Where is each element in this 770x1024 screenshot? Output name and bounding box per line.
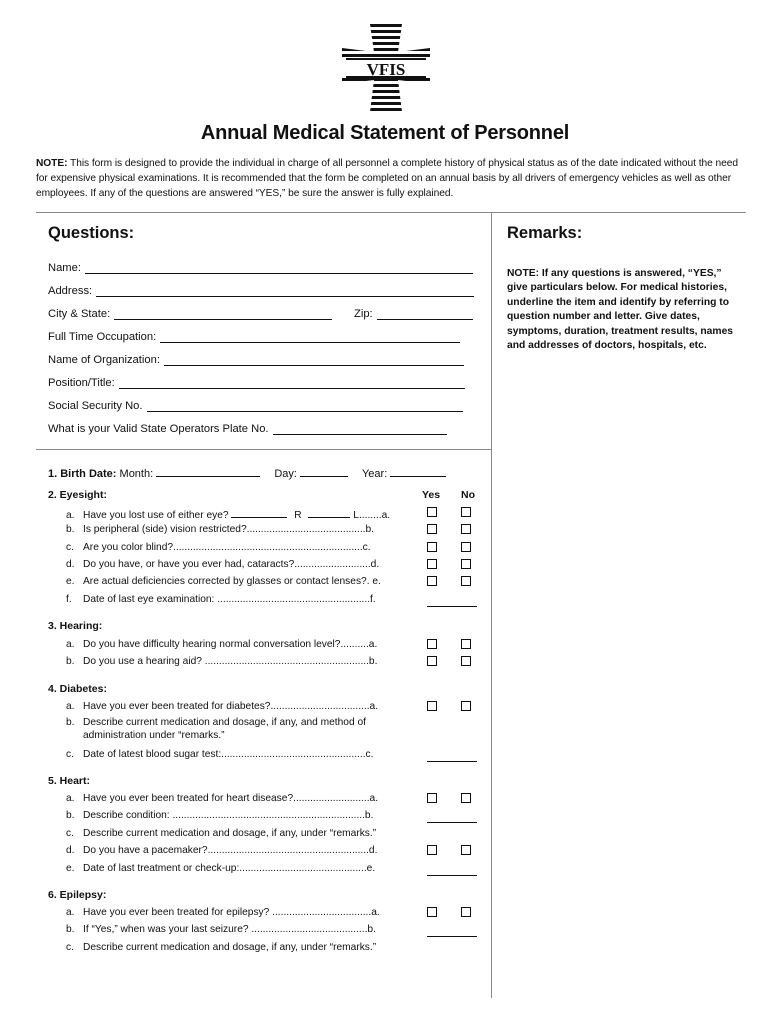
page-title: Annual Medical Statement of Personnel: [200, 122, 570, 144]
heart-a: [66, 793, 416, 804]
eyesight-r-label: R: [294, 510, 302, 521]
item-letter: a.: [66, 510, 75, 521]
city-state-label: City & State:: [48, 308, 111, 320]
name-field[interactable]: [48, 258, 473, 274]
eyesight-f: [66, 594, 416, 605]
epilepsy-c-text: Describe current medication and dosage, if any, under “remarks.”: [83, 942, 377, 953]
item-letter: c.: [66, 942, 74, 953]
heart-d: [66, 845, 416, 856]
heart-a-text: Have you ever been treated for heart disease?...........................a.: [83, 793, 379, 804]
occupation-label: Full Time Occupation:: [48, 331, 157, 343]
section-divider: [36, 449, 491, 450]
eyesight-e: [66, 576, 416, 587]
item-letter: d.: [66, 845, 75, 856]
epilepsy-title: 6. Epilepsy:: [48, 889, 107, 901]
eyesight-d-no-checkbox[interactable]: [461, 559, 471, 569]
heart-e: [66, 863, 416, 874]
eyesight-f-input[interactable]: [427, 606, 477, 607]
item-letter: b.: [66, 656, 75, 667]
vfis-logo: [340, 22, 432, 114]
item-letter: a.: [66, 907, 75, 918]
column-divider: [491, 212, 492, 998]
eyesight-a: [66, 507, 416, 521]
address-label: Address:: [48, 285, 93, 297]
epilepsy-a: [66, 907, 416, 918]
name-input[interactable]: [85, 261, 473, 274]
heart-b-input[interactable]: [427, 822, 477, 823]
birth-day-input[interactable]: [300, 466, 348, 477]
diabetes-c-text: Date of latest blood sugar test:...................................................c.: [83, 749, 374, 760]
heart-e-text: Date of last treatment or check-up:.............................................e.: [83, 863, 376, 874]
hearing-b-no-checkbox[interactable]: [461, 656, 471, 666]
heart-a-yes-checkbox[interactable]: [427, 793, 437, 803]
epilepsy-a-yes-checkbox[interactable]: [427, 907, 437, 917]
eyesight-e-no-checkbox[interactable]: [461, 576, 471, 586]
heart-d-no-checkbox[interactable]: [461, 845, 471, 855]
plate-field[interactable]: [48, 419, 447, 435]
intro-note: [36, 156, 746, 201]
item-letter: e.: [66, 863, 75, 874]
no-header: No: [461, 489, 475, 501]
zip-label: Zip:: [354, 308, 373, 320]
item-letter: b.: [66, 717, 75, 728]
item-letter: c.: [66, 749, 74, 760]
heart-c-text: Describe current medication and dosage, if any, under “remarks.”: [83, 828, 377, 839]
hearing-a-no-checkbox[interactable]: [461, 639, 471, 649]
zip-field[interactable]: [354, 304, 473, 320]
yes-header: Yes: [422, 489, 441, 501]
item-letter: b.: [66, 924, 75, 935]
name-label: Name:: [48, 262, 81, 274]
heart-title: 5. Heart:: [48, 775, 91, 787]
birth-month-input[interactable]: [156, 466, 260, 477]
birth-year-input[interactable]: [390, 466, 446, 477]
questions-heading: Questions:: [48, 224, 135, 242]
plate-label: What is your Valid State Operators Plate No.: [48, 423, 269, 435]
organization-input[interactable]: [164, 353, 464, 366]
eyesight-a-yes-checkbox[interactable]: [427, 507, 437, 517]
item-letter: a.: [66, 639, 75, 650]
diabetes-a-text: Have you ever been treated for diabetes?...................................a.: [83, 701, 379, 712]
item-letter: e.: [66, 576, 75, 587]
city-state-input[interactable]: [114, 307, 332, 320]
eyesight-d-text: Do you have, or have you ever had, cataracts?...........................d.: [83, 559, 380, 570]
item-letter: c.: [66, 542, 74, 553]
hearing-a: [66, 639, 416, 650]
epilepsy-b: [66, 924, 416, 935]
epilepsy-a-text: Have you ever been treated for epilepsy? ...................................a.: [83, 907, 380, 918]
eyesight-c-yes-checkbox[interactable]: [427, 542, 437, 552]
heart-d-text: Do you have a pacemaker?.........................................................d.: [83, 845, 378, 856]
diabetes-c: [66, 749, 416, 760]
eyesight-d-yes-checkbox[interactable]: [427, 559, 437, 569]
eyesight-title: 2. Eyesight:: [48, 489, 107, 501]
hearing-a-yes-checkbox[interactable]: [427, 639, 437, 649]
heart-b-text: Describe condition: ....................................................................b.: [83, 810, 374, 821]
item-letter: b.: [66, 810, 75, 821]
position-field[interactable]: [48, 373, 465, 389]
item-letter: a.: [66, 793, 75, 804]
zip-input[interactable]: [377, 307, 473, 320]
diabetes-b: [66, 717, 416, 728]
item-letter: f.: [66, 594, 72, 605]
eyesight-l-label: L........a.: [353, 510, 391, 521]
eyesight-b-no-checkbox[interactable]: [461, 524, 471, 534]
epilepsy-c: [66, 942, 416, 953]
birth-date-label: 1. Birth Date:: [48, 468, 117, 480]
eyesight-a-no-checkbox[interactable]: [461, 507, 471, 517]
eyesight-b-text: Is peripheral (side) vision restricted?..........................................b.: [83, 524, 375, 535]
item-letter: a.: [66, 701, 75, 712]
city-state-field[interactable]: [48, 304, 332, 320]
ssn-field[interactable]: [48, 396, 463, 412]
item-letter: c.: [66, 828, 74, 839]
epilepsy-a-no-checkbox[interactable]: [461, 907, 471, 917]
birth-month-label: Month:: [119, 468, 154, 480]
address-field[interactable]: [48, 281, 474, 297]
diabetes-b-text: Describe current medication and dosage, if any, and method of: [83, 717, 366, 728]
heart-e-input[interactable]: [427, 875, 477, 876]
hearing-b: [66, 656, 416, 667]
eyesight-r-input[interactable]: [231, 507, 287, 518]
diabetes-c-input[interactable]: [427, 761, 477, 762]
eyesight-d: [66, 559, 416, 570]
heart-b: [66, 810, 416, 821]
eyesight-c: [66, 542, 416, 553]
diabetes-title: 4. Diabetes:: [48, 683, 107, 695]
logo-text: VFIS: [366, 60, 406, 79]
remarks-heading: Remarks:: [507, 224, 583, 242]
eyesight-f-text: Date of last eye examination: ......................................................f.: [83, 594, 376, 605]
hearing-a-text: Do you have difficulty hearing normal conversation level?..........a.: [83, 639, 378, 650]
top-divider: [36, 212, 746, 213]
organization-field[interactable]: [48, 350, 464, 366]
item-letter: b.: [66, 524, 75, 535]
hearing-b-text: Do you use a hearing aid? ..........................................................b.: [83, 656, 378, 667]
eyesight-l-input[interactable]: [308, 507, 350, 518]
ssn-input[interactable]: [147, 399, 463, 412]
item-letter: d.: [66, 559, 75, 570]
diabetes-a-yes-checkbox[interactable]: [427, 701, 437, 711]
heart-a-no-checkbox[interactable]: [461, 793, 471, 803]
position-input[interactable]: [119, 376, 465, 389]
epilepsy-b-text: If “Yes,” when was your last seizure? .........................................b.: [83, 924, 376, 935]
eyesight-c-text: Are you color blind?...................................................................c.: [83, 542, 371, 553]
eyesight-e-yes-checkbox[interactable]: [427, 576, 437, 586]
eyesight-b: [66, 524, 416, 535]
heart-c: [66, 828, 416, 839]
birth-day-label: Day:: [274, 468, 297, 480]
eyesight-c-no-checkbox[interactable]: [461, 542, 471, 552]
eyesight-b-yes-checkbox[interactable]: [427, 524, 437, 534]
diabetes-b-cont: administration under “remarks.”: [83, 730, 225, 741]
diabetes-a-no-checkbox[interactable]: [461, 701, 471, 711]
epilepsy-b-input[interactable]: [427, 936, 477, 937]
eyesight-e-text: Are actual deficiencies corrected by glasses or contact lenses?. e.: [83, 576, 381, 587]
eyesight-a-text: Have you lost use of either eye?: [83, 510, 229, 521]
position-label: Position/Title:: [48, 377, 115, 389]
note-label: NOTE:: [36, 158, 68, 169]
heart-d-yes-checkbox[interactable]: [427, 845, 437, 855]
hearing-title: 3. Hearing:: [48, 620, 103, 632]
hearing-b-yes-checkbox[interactable]: [427, 656, 437, 666]
note-text: This form is designed to provide the individual in charge of all personnel a complete history of physical status as of the date indicated without the need for expensive physical examinations. It is recommended that the form be completed on an annual basis by all drivers of emergency vehicles as well as other employees. If any of the questions are answered “YES,” be sure the answer is fully explained.: [36, 158, 738, 199]
birth-date-row: [48, 466, 446, 480]
occupation-input[interactable]: [160, 330, 460, 343]
birth-year-label: Year:: [361, 468, 388, 480]
organization-label: Name of Organization:: [48, 354, 160, 366]
remarks-note: NOTE: If any questions is answered, “YES,” give particulars below. For medical histories, underline the item and identify by referring to question number and letter. Give dates, symptoms, duration, treatment results, names and addresses of doctors, hospitals, etc.: [507, 268, 734, 352]
plate-input[interactable]: [273, 422, 447, 435]
ssn-label: Social Security No.: [48, 400, 143, 412]
occupation-field[interactable]: [48, 327, 460, 343]
diabetes-a: [66, 701, 416, 712]
address-input[interactable]: [96, 284, 474, 297]
